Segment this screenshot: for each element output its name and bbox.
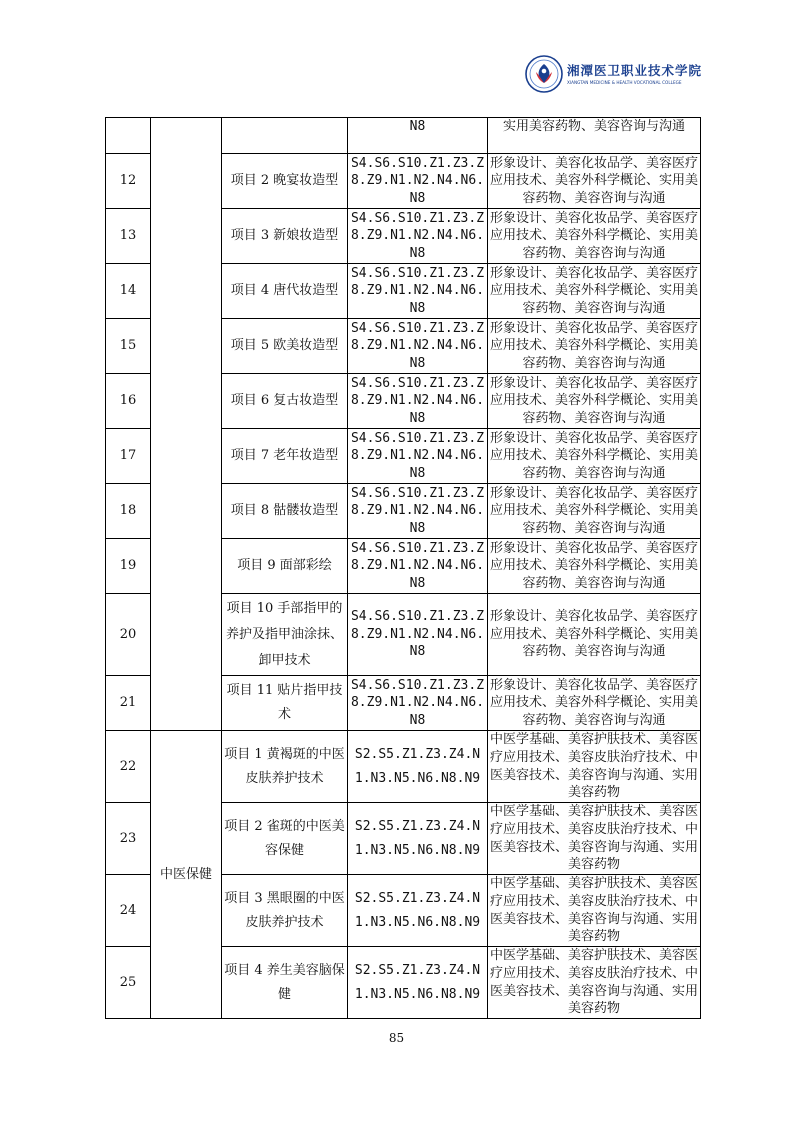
code-cell: S4.S6.S10.Z1.Z3.Z8.Z9.N1.N2.N4.N6.N8 xyxy=(348,264,488,319)
course-cell: 形象设计、美容化妆品学、美容医疗应用技术、美容外科学概论、实用美容药物、美容咨询与沟通 xyxy=(488,484,701,539)
project-cell: 项目 5 欧美妆造型 xyxy=(222,319,348,374)
code-cell: S2.S5.Z1.Z3.Z4.N1.N3.N5.N6.N8.N9 xyxy=(348,947,488,1019)
project-cell: 项目 1 黄褐斑的中医皮肤养护技术 xyxy=(222,731,348,803)
row-number-cell: 20 xyxy=(106,594,151,676)
table-row xyxy=(106,731,701,803)
course-cell: 形象设计、美容化妆品学、美容医疗应用技术、美容外科学概论、实用美容药物、美容咨询与沟通 xyxy=(488,374,701,429)
row-number-cell: 24 xyxy=(106,875,151,947)
row-number-cell: 14 xyxy=(106,264,151,319)
row-number-cell: 15 xyxy=(106,319,151,374)
course-cell: 形象设计、美容化妆品学、美容医疗应用技术、美容外科学概论、实用美容药物、美容咨询与沟通 xyxy=(488,676,701,731)
row-number-cell xyxy=(106,118,151,154)
code-cell: S4.S6.S10.Z1.Z3.Z8.Z9.N1.N2.N4.N6.N8 xyxy=(348,676,488,731)
code-cell: S4.S6.S10.Z1.Z3.Z8.Z9.N1.N2.N4.N6.N8 xyxy=(348,374,488,429)
course-cell: 形象设计、美容化妆品学、美容医疗应用技术、美容外科学概论、实用美容药物、美容咨询与沟通 xyxy=(488,539,701,594)
code-cell: S4.S6.S10.Z1.Z3.Z8.Z9.N1.N2.N4.N6.N8 xyxy=(348,209,488,264)
college-name-english: XIANGTAN MEDICINE & HEALTH VOCATIONAL COLLEGE xyxy=(567,80,682,85)
course-cell: 中医学基础、美容护肤技术、美容医疗应用技术、美容皮肤治疗技术、中医美容技术、美容咨询与沟通、实用美容药物 xyxy=(488,947,701,1019)
college-name-text: 湘潭医卫职业技术学院 xyxy=(567,63,703,78)
curriculum-table xyxy=(105,117,701,1019)
project-cell: 项目 4 养生美容脑保健 xyxy=(222,947,348,1019)
category-cell-makeup xyxy=(151,118,222,731)
code-cell: S4.S6.S10.Z1.Z3.Z8.Z9.N1.N2.N4.N6.N8 xyxy=(348,539,488,594)
project-cell: 项目 3 黑眼圈的中医皮肤养护技术 xyxy=(222,875,348,947)
code-cell: S4.S6.S10.Z1.Z3.Z8.Z9.N1.N2.N4.N6.N8 xyxy=(348,154,488,209)
course-cell: 中医学基础、美容护肤技术、美容医疗应用技术、美容皮肤治疗技术、中医美容技术、美容咨询与沟通、实用美容药物 xyxy=(488,875,701,947)
project-cell: 项目 3 新娘妆造型 xyxy=(222,209,348,264)
course-cell: 形象设计、美容化妆品学、美容医疗应用技术、美容外科学概论、实用美容药物、美容咨询与沟通 xyxy=(488,594,701,676)
category-cell-tcm: 中医保健 xyxy=(151,731,222,1019)
code-cell: S2.S5.Z1.Z3.Z4.N1.N3.N5.N6.N8.N9 xyxy=(348,731,488,803)
code-cell: S4.S6.S10.Z1.Z3.Z8.Z9.N1.N2.N4.N6.N8 xyxy=(348,594,488,676)
row-number-cell: 25 xyxy=(106,947,151,1019)
code-cell: S2.S5.Z1.Z3.Z4.N1.N3.N5.N6.N8.N9 xyxy=(348,803,488,875)
code-cell: S4.S6.S10.Z1.Z3.Z8.Z9.N1.N2.N4.N6.N8 xyxy=(348,319,488,374)
row-number-cell: 16 xyxy=(106,374,151,429)
row-number-cell: 22 xyxy=(106,731,151,803)
project-cell xyxy=(222,118,348,154)
course-cell: 形象设计、美容化妆品学、美容医疗应用技术、美容外科学概论、实用美容药物、美容咨询与沟通 xyxy=(488,264,701,319)
table-row xyxy=(106,118,701,154)
code-cell: S2.S5.Z1.Z3.Z4.N1.N3.N5.N6.N8.N9 xyxy=(348,875,488,947)
college-logo-header xyxy=(525,55,703,95)
course-cell: 实用美容药物、美容咨询与沟通 xyxy=(488,118,701,154)
row-number-cell: 17 xyxy=(106,429,151,484)
course-cell: 形象设计、美容化妆品学、美容医疗应用技术、美容外科学概论、实用美容药物、美容咨询与沟通 xyxy=(488,154,701,209)
course-cell: 形象设计、美容化妆品学、美容医疗应用技术、美容外科学概论、实用美容药物、美容咨询与沟通 xyxy=(488,209,701,264)
project-cell: 项目 8 骷髅妆造型 xyxy=(222,484,348,539)
course-cell: 中医学基础、美容护肤技术、美容医疗应用技术、美容皮肤治疗技术、中医美容技术、美容咨询与沟通、实用美容药物 xyxy=(488,803,701,875)
code-cell: S4.S6.S10.Z1.Z3.Z8.Z9.N1.N2.N4.N6.N8 xyxy=(348,484,488,539)
project-cell: 项目 7 老年妆造型 xyxy=(222,429,348,484)
project-cell: 项目 4 唐代妆造型 xyxy=(222,264,348,319)
row-number-cell: 23 xyxy=(106,803,151,875)
project-cell: 项目 11 贴片指甲技术 xyxy=(222,676,348,731)
course-cell: 形象设计、美容化妆品学、美容医疗应用技术、美容外科学概论、实用美容药物、美容咨询与沟通 xyxy=(488,319,701,374)
row-number-cell: 19 xyxy=(106,539,151,594)
course-cell: 中医学基础、美容护肤技术、美容医疗应用技术、美容皮肤治疗技术、中医美容技术、美容咨询与沟通、实用美容药物 xyxy=(488,731,701,803)
code-cell: S4.S6.S10.Z1.Z3.Z8.Z9.N1.N2.N4.N6.N8 xyxy=(348,429,488,484)
course-cell: 形象设计、美容化妆品学、美容医疗应用技术、美容外科学概论、实用美容药物、美容咨询与沟通 xyxy=(488,429,701,484)
project-cell: 项目 2 晚宴妆造型 xyxy=(222,154,348,209)
row-number-cell: 12 xyxy=(106,154,151,209)
page-number: 85 xyxy=(388,1031,405,1045)
project-cell: 项目 9 面部彩绘 xyxy=(222,539,348,594)
row-number-cell: 21 xyxy=(106,676,151,731)
project-cell: 项目 6 复古妆造型 xyxy=(222,374,348,429)
project-cell: 项目 10 手部指甲的养护及指甲油涂抹、卸甲技术 xyxy=(222,594,348,676)
project-cell: 项目 2 雀斑的中医美容保健 xyxy=(222,803,348,875)
row-number-cell: 13 xyxy=(106,209,151,264)
college-emblem-icon xyxy=(525,55,563,93)
row-number-cell: 18 xyxy=(106,484,151,539)
code-cell: N8 xyxy=(348,118,488,154)
